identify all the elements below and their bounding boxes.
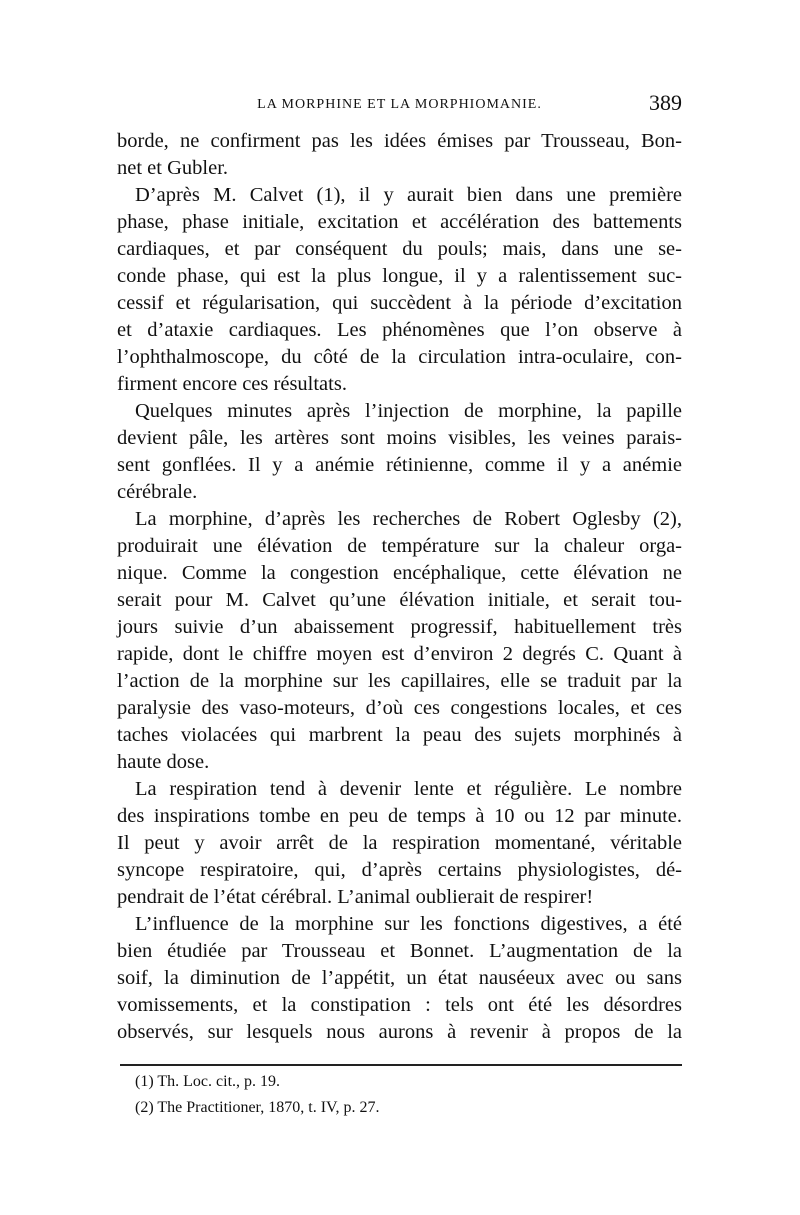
text-line: l’ophthalmoscope, du côté de la circulation intra-oculaire, con- — [117, 346, 682, 368]
text-line: paralysie des vaso-moteurs, d’où ces congestions locales, et ces — [117, 697, 682, 719]
text-line: cérébrale. — [117, 481, 198, 503]
text-line: Il peut y avoir arrêt de la respiration momentané, véritable — [117, 832, 682, 854]
text-line: serait pour M. Calvet qu’une élévation initiale, et serait tou- — [117, 589, 682, 611]
text-line: L’influence de la morphine sur les fonctions digestives, a été — [135, 913, 682, 935]
text-line: vomissements, et la constipation : tels ont été les désordres — [117, 994, 682, 1016]
page-number: 389 — [649, 90, 682, 115]
text-line: bien étudiée par Trousseau et Bonnet. L’augmentation de la — [117, 940, 682, 962]
text-line: cessif et régularisation, qui succèdent à la période d’excitation — [117, 292, 682, 314]
text-line: La morphine, d’après les recherches de Robert Oglesby (2), — [135, 508, 682, 530]
footnotes — [135, 1069, 680, 1121]
footnote-divider — [120, 1064, 682, 1066]
text-line: conde phase, qui est la plus longue, il y a ralentissement suc- — [117, 265, 682, 287]
text-line: pendrait de l’état cérébral. L’animal oublierait de respirer! — [117, 886, 594, 908]
text-line: soif, la diminution de l’appétit, un état nauséeux avec ou sans — [117, 967, 682, 989]
text-line: cardiaques, et par conséquent du pouls; mais, dans une se- — [117, 238, 682, 260]
text-line: et d’ataxie cardiaques. Les phénomènes que l’on observe à — [117, 319, 682, 341]
text-line: borde, ne confirment pas les idées émises par Trousseau, Bon- — [117, 130, 682, 152]
text-line: sent gonflées. Il y a anémie rétinienne, comme il y a anémie — [117, 454, 682, 476]
footnote: (1) Th. Loc. cit., p. 19. — [135, 1073, 281, 1090]
running-head — [117, 90, 682, 120]
text-line: devient pâle, les artères sont moins visibles, les veines parais- — [117, 427, 682, 449]
text-line: net et Gubler. — [117, 157, 229, 179]
text-line: haute dose. — [117, 751, 210, 773]
text-line: nique. Comme la congestion encéphalique, cette élévation ne — [117, 562, 682, 584]
text-line: phase, phase initiale, excitation et accélération des battements — [117, 211, 682, 233]
text-line: produirait une élévation de température sur la chaleur orga- — [117, 535, 682, 557]
text-line: rapide, dont le chiffre moyen est d’environ 2 degrés C. Quant à — [117, 643, 682, 665]
text-line: Quelques minutes après l’injection de morphine, la papille — [135, 400, 682, 422]
text-line: observés, sur lesquels nous aurons à revenir à propos de la — [117, 1021, 682, 1043]
running-title: LA MORPHINE ET LA MORPHIOMANIE. — [257, 97, 542, 112]
text-line: D’après M. Calvet (1), il y aurait bien dans une première — [135, 184, 682, 206]
text-line: syncope respiratoire, qui, d’après certains physiologistes, dé- — [117, 859, 682, 881]
text-line: firment encore ces résultats. — [117, 373, 347, 395]
text-line: taches violacées qui marbrent la peau des sujets morphinés à — [117, 724, 682, 746]
text-line: des inspirations tombe en peu de temps à 10 ou 12 par minute. — [117, 805, 682, 827]
body-text — [117, 128, 682, 1046]
text-line: l’action de la morphine sur les capillaires, elle se traduit par la — [117, 670, 682, 692]
text-line: La respiration tend à devenir lente et régulière. Le nombre — [135, 778, 682, 800]
text-line: jours suivie d’un abaissement progressif, habituellement très — [117, 616, 682, 638]
footnote: (2) The Practitioner, 1870, t. IV, p. 27. — [135, 1099, 380, 1116]
